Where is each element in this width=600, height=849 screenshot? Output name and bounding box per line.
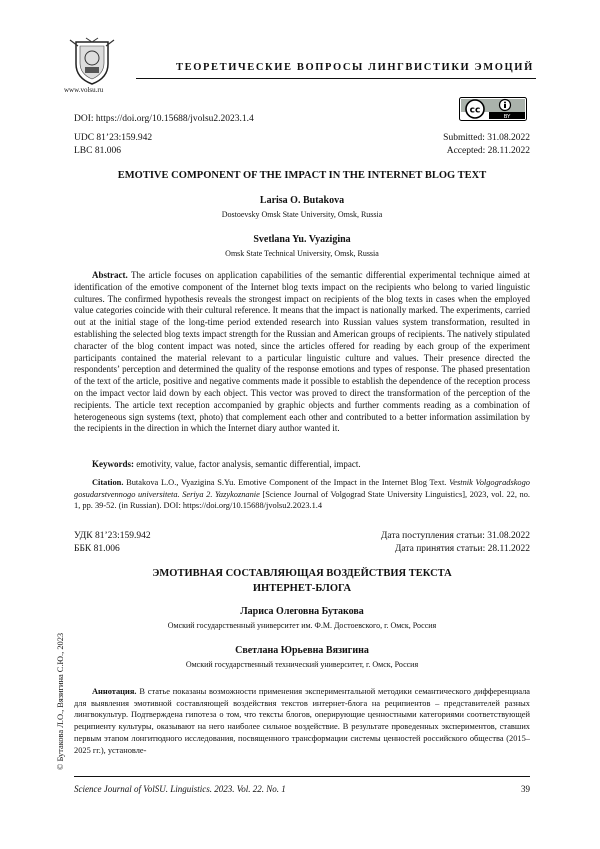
- author-affiliation: Dostoevsky Omsk State University, Omsk, Russia: [221, 210, 383, 219]
- accepted-date: Accepted: 28.11.2022: [446, 146, 530, 156]
- cc-by-label: BY: [503, 114, 511, 120]
- citation-text: Butakova L.O., Vyazigina S.Yu. Emotive Component of the Impact in the Internet Blog Text.: [126, 478, 450, 487]
- article-title-ru-line1: ЭМОТИВНАЯ СОСТАВЛЯЮЩАЯ ВОЗДЕЙСТВИЯ ТЕКСТА: [152, 568, 452, 579]
- svg-text:cc: cc: [469, 105, 481, 116]
- journal-section-title: ТЕОРЕТИЧЕСКИЕ ВОПРОСЫ ЛИНГВИСТИКИ ЭМОЦИЙ: [176, 62, 534, 73]
- footer-journal: Science Journal of VolSU. Linguistics. 2023. Vol. 22. No. 1: [74, 784, 286, 794]
- keywords-text: emotivity, value, factor analysis, semantic differential, impact.: [136, 459, 361, 469]
- footer-rule: [74, 776, 530, 777]
- udc: UDC 81’23:159.942: [74, 133, 153, 143]
- annotation-label: Аннотация.: [92, 687, 137, 696]
- bbk: ББК 81.006: [74, 544, 120, 554]
- submitted-date: Submitted: 31.08.2022: [443, 133, 530, 143]
- header-rule: [136, 78, 536, 79]
- author-name: Larisa O. Butakova: [259, 195, 345, 206]
- copyright-notice: [56, 600, 66, 770]
- udk: УДК 81’23:159.942: [74, 531, 151, 541]
- citation-journal: Vestnik Volgogradskogo gosudarstvennogo universiteta. Seriya 2. Yazykoznanie: [74, 478, 530, 499]
- keywords: [92, 459, 530, 469]
- site-url[interactable]: www.volsu.ru: [64, 86, 104, 94]
- keywords-label: Keywords:: [92, 459, 134, 469]
- article-title-en: EMOTIVE COMPONENT OF THE IMPACT IN THE INTERNET BLOG TEXT: [117, 170, 487, 181]
- cc-by-icon[interactable]: [459, 97, 527, 121]
- accepted-date-ru: Дата принятия статьи: 28.11.2022: [394, 544, 530, 554]
- copyright-text: © Бутакова Л.О., Вязигина С.Ю., 2023: [56, 632, 65, 770]
- university-crest-icon: [66, 36, 118, 86]
- annotation-ru: [74, 686, 530, 756]
- doi-link[interactable]: DOI: https://doi.org/10.15688/jvolsu2.2023.1.4: [74, 114, 254, 124]
- article-title-ru-line2: ИНТЕРНЕТ-БЛОГА: [252, 583, 352, 594]
- meta-row-1: [74, 133, 530, 143]
- citation-text-rest: [Science Journal of Volgograd State University Linguistics], 2023, vol. 22, no. 1, pp. 39-52. (in Russian). DOI: https://doi.org/10.15688/jvolsu2.2023.1.4: [74, 489, 530, 510]
- page-number: 39: [521, 784, 530, 794]
- abstract-label: Abstract.: [92, 270, 128, 280]
- lbc: LBC 81.006: [74, 146, 121, 156]
- annotation-text: В статье показаны возможности применения экспериментальной методики семантического дифференциала для выявления эмотивной составляющей воздействия текстов интернет-блога на реципиентов – представителей разных лингвокультур. Подтверждена гипотеза о том, что тексты блогов, оперирующие ценностными категориями соответствующей реципиенту культуры, оказывают на него наиболее сильное воздействие. В результате проведенных экспериментов, ставших первым этапом лонгитюдного исследования, посвященного трансформации системы ценностей российского общества (2015–2025 гг.), установле-: [74, 687, 531, 755]
- meta-row-ru-1: [74, 531, 530, 541]
- meta-row-ru-2: [74, 544, 530, 554]
- author-name-ru: Светлана Юрьевна Вязигина: [235, 645, 369, 656]
- submitted-date-ru: Дата поступления статьи: 31.08.2022: [380, 531, 530, 541]
- meta-row-2: [74, 146, 530, 156]
- author-affiliation: Omsk State Technical University, Omsk, Russia: [225, 249, 379, 258]
- article-title-ru: [74, 566, 530, 596]
- abstract-text: The article focuses on application capabilities of the semantic differential experimental technique aimed at identification of the emotive component of the Internet blog texts impact on the recipients who belong to varied linguistic cultures. The confirmed hypothesis reveals the strongest impact on recipients of the blog texts in cases when the employed value categories coincide with their cultural reference. It means that the impact is nationally marked. The experiments, carried out at the initial stage of the long-time period extended research into Russian values system transformation, resulted in establishing the selected blog texts impact strength for the Russian and American groups of recipients. The natively stipulated character of the blog content impact was noted, since the articles offered for reading by each group of the experiment participants contained the material relevant to a particular linguistic culture and values. Their presence directed the respondents’ perception and determined the quality of the response emotions and types of response. The phased presentation of the text of the article, positive and negative comments made it possible to establish the dependence of the reception process on the impact vector laid down by each object. This vector was proved to direct the transformation of the perception of the recipients. The article text reception accompanied by graphic objects and further comments reading as a combination of heterogeneous sign systems (text, photo) that complement each other and contributed to a better information assimilation by the recipients in the direction in which the Internet diary author wanted it.: [74, 270, 530, 434]
- citation: [74, 477, 530, 512]
- abstract: [74, 270, 530, 435]
- author-name: Svetlana Yu. Vyazigina: [253, 234, 351, 245]
- page-footer: [74, 784, 530, 794]
- author-name-ru: Лариса Олеговна Бутакова: [240, 606, 364, 617]
- author-affiliation-ru: Омский государственный университет им. Ф.М. Достоевского, г. Омск, Россия: [167, 621, 437, 630]
- author-affiliation-ru: Омский государственный технический университет, г. Омск, Россия: [185, 660, 419, 669]
- citation-label: Citation.: [92, 478, 124, 487]
